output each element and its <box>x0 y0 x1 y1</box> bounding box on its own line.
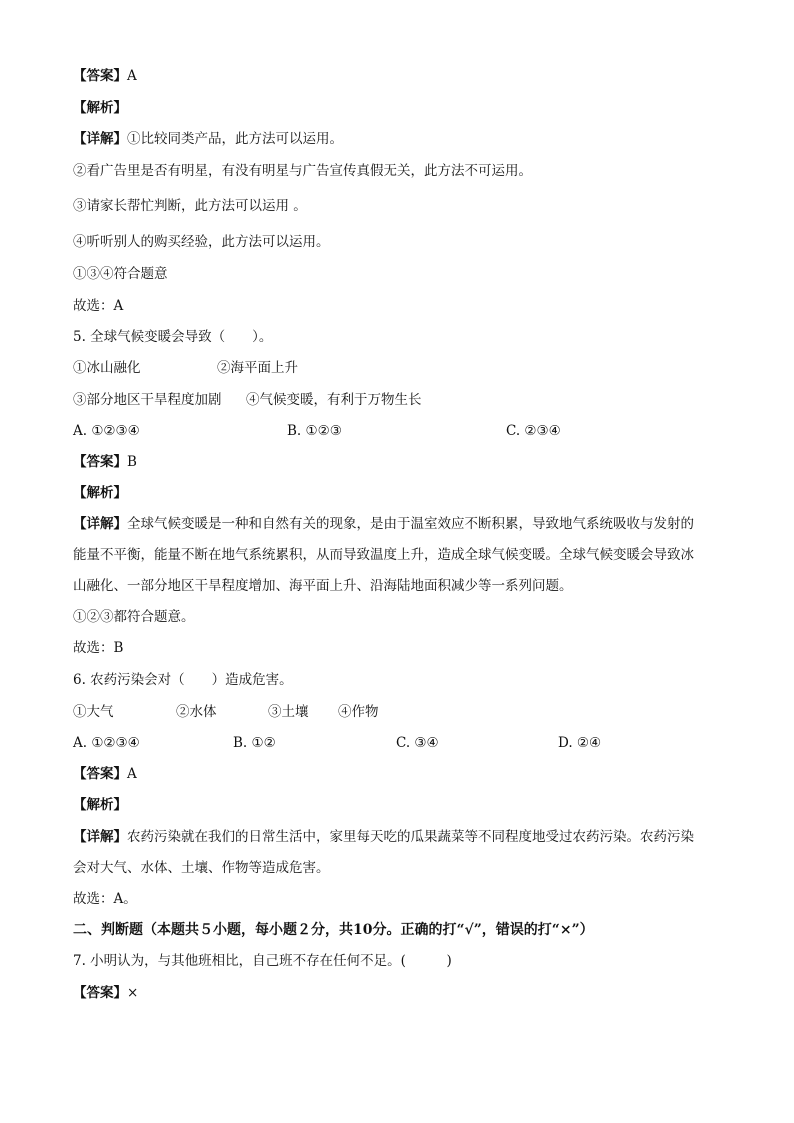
q5-detail-line-2: 能量不平衡，能量不断在地气系统累积，从而导致温度上升，造成全球气候变暖。全球气候变暖会导致冰 <box>73 547 694 563</box>
q4-detail: ①比较同类产品，此方法可以运用。 <box>127 131 343 147</box>
q4-line-3: ④听听别人的购买经验，此方法可以运用。 <box>73 234 330 250</box>
q5-option-c: C. ②③④ <box>506 423 561 439</box>
q5-answer-line <box>73 452 137 472</box>
q6-answer-line <box>73 764 137 784</box>
q5-item-2: ②海平面上升 <box>217 360 298 376</box>
q5-option-a: A. ①②③④ <box>73 423 140 439</box>
q5-choose: 故选：B <box>73 640 124 656</box>
q4-detail-line <box>73 129 343 149</box>
q6-item-4: ④作物 <box>338 704 379 720</box>
detail-label: 【详解】 <box>73 516 127 532</box>
q5-analysis-label: 【解析】 <box>73 485 127 501</box>
q4-line-4: ①③④符合题意 <box>73 266 168 282</box>
q5-item-4: ④气候变暖，有利于万物生长 <box>246 392 422 408</box>
q6-option-d: D. ②④ <box>558 735 602 751</box>
q4-analysis-label: 【解析】 <box>73 100 127 116</box>
q7-question: 7. 小明认为，与其他班相比，自己班不存在任何不足。( ) <box>73 953 452 969</box>
answer-label: 【答案】 <box>73 985 127 1001</box>
q6-detail-line-2: 会对大气、水体、土壤、作物等造成危害。 <box>73 860 330 876</box>
q5-question: 5. 全球气候变暖会导致（ ）。 <box>73 329 273 345</box>
q5-conclusion: ①②③都符合题意。 <box>73 609 195 625</box>
q5-detail-line-1 <box>73 514 694 534</box>
q4-line-1: ②看广告里是否有明星，有没有明星与广告宣传真假无关，此方法不可运用。 <box>73 163 532 179</box>
q4-answer: A <box>127 68 137 84</box>
q4-answer-line <box>73 66 137 86</box>
q6-item-1: ①大气 <box>73 704 114 720</box>
q6-detail-1: 农药污染就在我们的日常生活中，家里每天吃的瓜果蔬菜等不同程度地受过农药污染。农药污染 <box>127 829 694 845</box>
q5-item-3: ③部分地区干旱程度加剧 <box>73 392 222 408</box>
detail-label: 【详解】 <box>73 131 127 147</box>
q6-option-a: A. ①②③④ <box>73 735 140 751</box>
q6-analysis-label: 【解析】 <box>73 797 127 813</box>
q5-detail-line-3: 山融化、一部分地区干旱程度增加、海平面上升、沿海陆地面积减少等一系列问题。 <box>73 578 573 594</box>
q4-line-2: ③请家长帮忙判断，此方法可以运用 。 <box>73 198 307 214</box>
detail-label: 【详解】 <box>73 829 127 845</box>
q4-line-5: 故选：A <box>73 298 124 314</box>
q6-item-3: ③土壤 <box>268 704 309 720</box>
answer-label: 【答案】 <box>73 766 127 782</box>
q6-option-b: B. ①② <box>233 735 276 751</box>
answer-label: 【答案】 <box>73 454 127 470</box>
q6-detail-line-1 <box>73 827 694 847</box>
q6-choose: 故选：A。 <box>73 891 137 907</box>
q6-option-c: C. ③④ <box>396 735 439 751</box>
q6-item-2: ②水体 <box>176 704 217 720</box>
section-heading: 二、判断题（本题共５小题，每小题２分，共10分。正确的打“√”，错误的打“×”） <box>73 922 594 938</box>
q6-answer: A <box>127 766 137 782</box>
answer-label: 【答案】 <box>73 68 127 84</box>
q6-question: 6. 农药污染会对（ ）造成危害。 <box>73 672 293 688</box>
q5-option-b: B. ①②③ <box>287 423 342 439</box>
q5-item-1: ①冰山融化 <box>73 360 141 376</box>
q7-answer: × <box>127 985 139 1001</box>
q7-answer-line <box>73 983 138 1003</box>
q5-answer: B <box>127 454 137 470</box>
q5-detail-1: 全球气候变暖是一种和自然有关的现象，是由于温室效应不断积累，导致地气系统吸收与发射的 <box>127 516 694 532</box>
